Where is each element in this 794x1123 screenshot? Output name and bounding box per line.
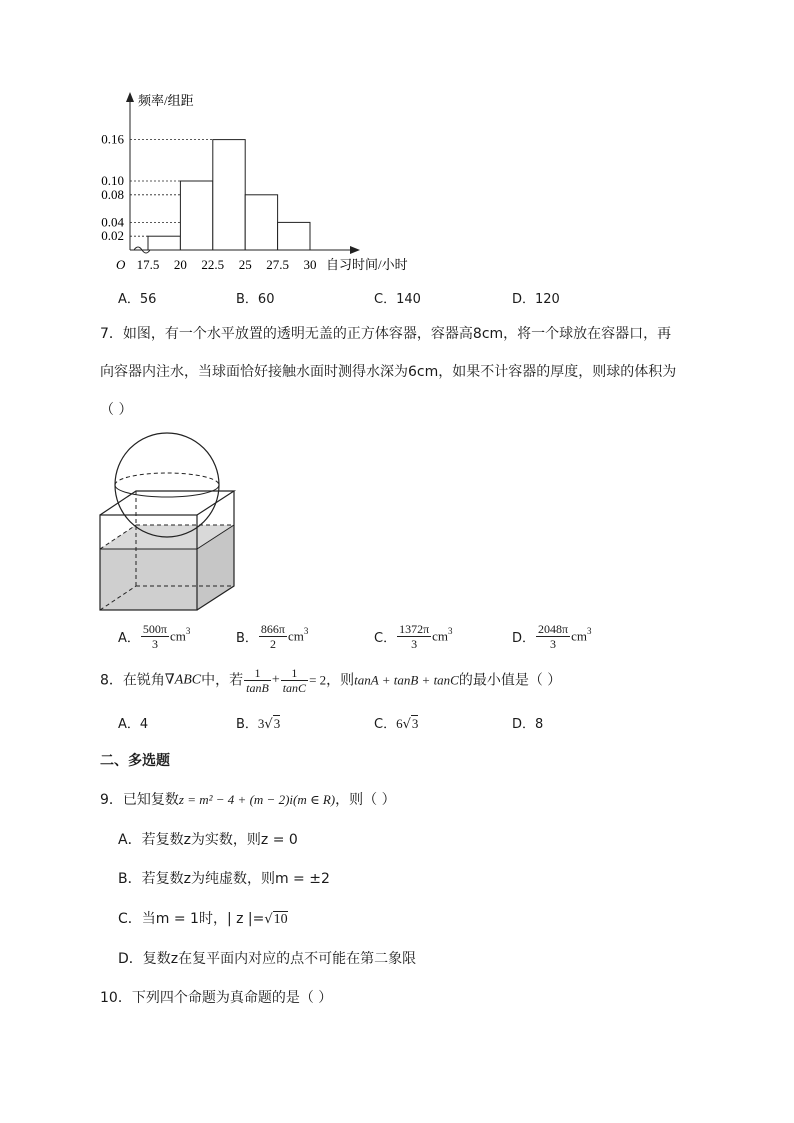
sphere-cube-figure — [96, 432, 244, 612]
q7-option-c[interactable]: C． $\frac{1372\pi}{3}$ $cm^3$ — [374, 622, 453, 651]
q6-option-a[interactable]: A．56 — [118, 292, 157, 307]
x-axis-label: 自习时间/小时 — [326, 257, 408, 272]
q9-stem: 9．已知复数z = m² − 4 + (m − 2)i(m ∈ R)，则（ ） — [100, 792, 396, 808]
sphere — [115, 433, 219, 537]
q8-option-d[interactable]: D．8 — [512, 717, 544, 732]
frequency-histogram — [90, 88, 435, 276]
q7-option-d[interactable]: D． $\frac{2048\pi}{3}$ $cm^3$ — [512, 622, 592, 651]
histogram-bar — [213, 140, 245, 250]
y-tick-label: 0.02 — [101, 228, 124, 244]
q7-stem-line3: （ ） — [100, 402, 133, 418]
x-tick-label: 22.5 — [201, 257, 225, 272]
histogram-layer — [101, 92, 407, 272]
origin-label: O — [116, 257, 126, 272]
y-axis-label: 频率/组距 — [138, 93, 194, 108]
q9-option-b[interactable]: B．若复数z为纯虚数，则m = ±2 — [118, 871, 330, 887]
y-tick-label: 0.10 — [101, 173, 124, 188]
y-axis-arrow — [126, 92, 134, 102]
q9-option-d[interactable]: D．复数z在复平面内对应的点不可能在第二象限 — [118, 951, 417, 967]
q6-option-c[interactable]: C．140 — [374, 292, 421, 307]
q7-stem-line1: 7．如图，有一个水平放置的透明无盖的正方体容器，容器高8cm，将一个球放在容器口，再 — [100, 326, 672, 342]
q6-option-b[interactable]: B．60 — [236, 292, 275, 307]
x-tick-label: 27.5 — [266, 257, 289, 272]
sphere-equator-back — [115, 473, 219, 485]
q7-option-a[interactable]: A． $\frac{500\pi}{3}$ $cm^3$ — [118, 622, 191, 651]
x-tick-label: 30 — [303, 257, 317, 272]
q9-option-c[interactable]: C．当m = 1时，| z |=√10 — [118, 911, 288, 927]
q8-option-b[interactable]: B．3√3 — [236, 716, 281, 732]
q7-stem-line2: 向容器内注水，当球面恰好接触水面时测得水深为6cm，如果不计容器的厚度，则球的体积为 — [100, 364, 677, 380]
y-tick-label: 0.04 — [101, 214, 124, 230]
y-tick-label: 0.08 — [101, 186, 124, 202]
q6-option-d[interactable]: D．120 — [512, 292, 560, 307]
q9-option-a[interactable]: A．若复数z为实数，则z = 0 — [118, 832, 298, 848]
x-tick-label: 20 — [173, 257, 187, 272]
y-tick-label: 0.16 — [101, 131, 124, 147]
section-title-multiple-choice: 二、多选题 — [100, 753, 170, 769]
histogram-bar — [180, 181, 212, 250]
x-tick-label: 17.5 — [136, 257, 160, 272]
histogram-bar — [148, 236, 180, 250]
histogram-bar — [245, 195, 277, 250]
cube-top-edges — [100, 491, 234, 515]
histogram-bar — [278, 222, 310, 250]
q8-option-a[interactable]: A．4 — [118, 717, 149, 732]
q8-stem: 8．在锐角∇ABC中，若 $\frac{1}{\tan B}$ + $\frac{1}{\tan C}$ = 2，则tanA + tanB + tanC的最小值是（ ） — [100, 666, 562, 695]
q8-option-c[interactable]: C．6√3 — [374, 716, 419, 732]
x-tick-label: 25 — [238, 257, 252, 272]
q7-option-b[interactable]: B． $\frac{866\pi}{2}$ $cm^3$ — [236, 622, 309, 651]
x-axis-arrow — [350, 246, 360, 254]
q10-stem: 10．下列四个命题为真命题的是（ ） — [100, 990, 333, 1006]
